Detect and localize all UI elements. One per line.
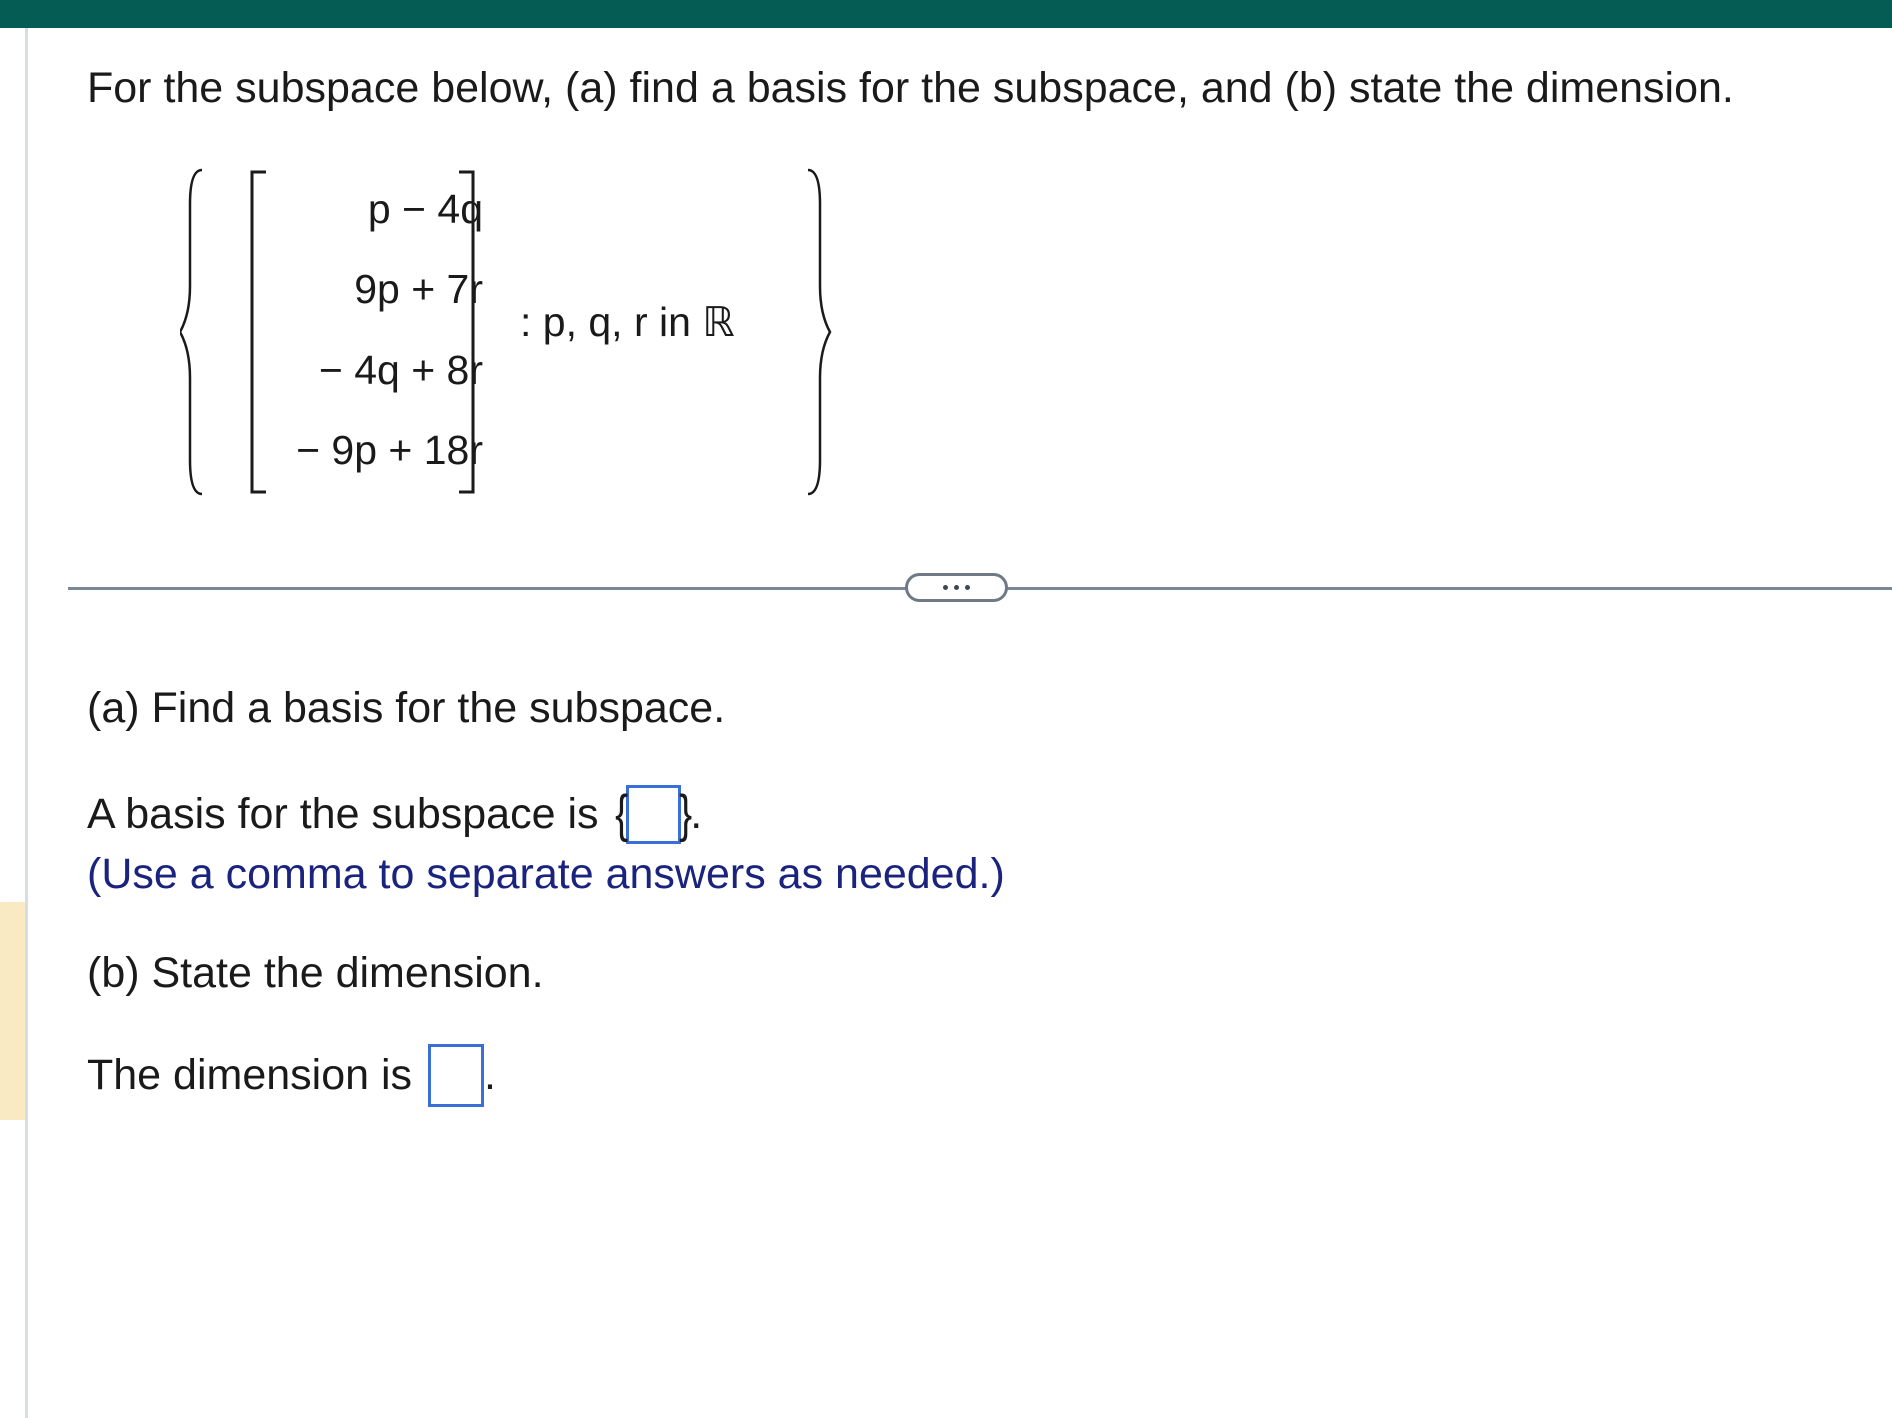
basis-answer-prefix: A basis for the subspace is (87, 789, 599, 838)
dimension-answer-period: . (484, 1051, 496, 1099)
dimension-answer-prefix: The dimension is (87, 1051, 413, 1099)
subspace-set-expression (180, 164, 840, 500)
ellipsis-dot (954, 585, 959, 590)
vector-entry-1: p − 4q (367, 186, 483, 232)
basis-close-brace: } (679, 785, 693, 843)
ellipsis-dot (965, 585, 970, 590)
more-options-button[interactable] (905, 573, 1008, 602)
left-border-rule (25, 28, 28, 1418)
left-progress-tab (0, 902, 25, 1120)
comma-hint: (Use a comma to separate answers as needed.) (87, 850, 1005, 898)
part-b-heading: (b) State the dimension. (87, 949, 544, 997)
dimension-answer-input[interactable] (428, 1044, 484, 1107)
vector-entry-2: 9p + 7r (354, 266, 483, 312)
dimension-answer-line (87, 1044, 496, 1107)
top-header-bar (0, 0, 1892, 28)
basis-answer-line (87, 784, 702, 844)
part-a-heading: (a) Find a basis for the subspace. (87, 684, 726, 732)
set-right-brace (808, 170, 830, 494)
set-left-brace (180, 170, 202, 494)
basis-open-brace: { (614, 785, 628, 843)
set-brackets (180, 164, 840, 500)
ellipsis-dot (943, 585, 948, 590)
vector-entry-3: − 4q + 8r (318, 347, 483, 393)
matrix-left-bracket (252, 172, 266, 492)
basis-answer-period: . (690, 789, 703, 838)
basis-answer-input[interactable] (626, 785, 681, 844)
set-condition: : p, q, r in ℝ (520, 299, 735, 345)
vector-entry-4: − 9p + 18r (296, 427, 483, 473)
question-prompt: For the subspace below, (a) find a basis for the subspace, and (b) state the dimension. (87, 64, 1734, 112)
